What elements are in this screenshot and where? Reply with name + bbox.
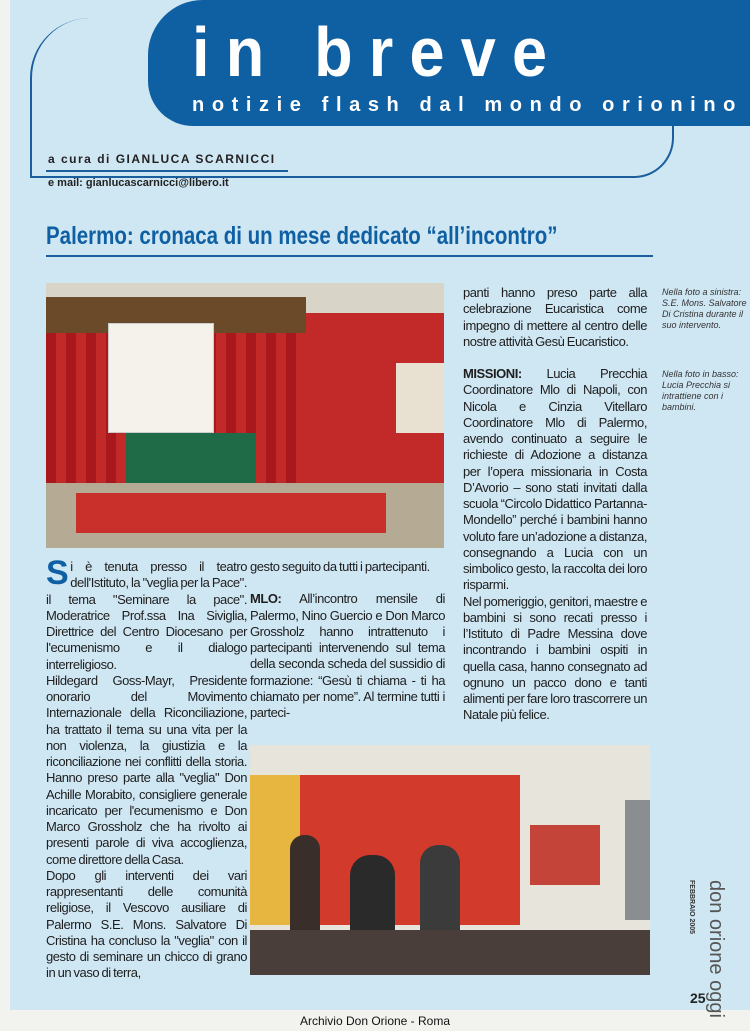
section-subtitle: notizie flash dal mondo orionino [192,94,743,116]
section-label-missioni: MISSIONI: [463,366,522,381]
page-number: 25 [690,990,706,1006]
paragraph: panti hanno preso parte alla celebrazione Eucaristica come impegno di mettere al centro delle nostre attività Gesù Eucaristico. [463,285,647,349]
article-column-1 [46,554,247,982]
drop-cap: S [46,554,69,592]
section-label-mlo: MLO: [250,591,282,607]
headline-divider [46,255,653,257]
section-header [148,0,750,126]
photo-classroom-children [250,745,650,975]
byline [48,152,276,166]
article-headline: Palermo: cronaca di un mese dedicato “all’incontro” [46,222,558,250]
logo-lettering: don orione oggi [705,880,727,1018]
photo-caption-1: Nella foto a sinistra: S.E. Mons. Salvatore Di Cristina durante il suo intervento. [662,287,747,330]
paragraph: Dopo gli interventi dei vari rappresentanti delle comunità religiose, il Vescovo ausiliare di Palermo S.E. Mons. Salvatore Di Cristina ha concluso la "veglia" con il gesto di seminare un chicco di grano in un vaso di terra, [46,867,247,981]
byline-author: GIANLUCA SCARNICCI [115,152,276,166]
archive-footer: Archivio Don Orione - Roma [299,1014,451,1028]
paragraph: gesto seguito da tutti i partecipanti. [250,559,430,574]
byline-divider [46,170,288,172]
author-email: e mail: gianlucascarnicci@libero.it [48,177,229,189]
paragraph: Nel pomeriggio, genitori, maestre e bambini si sono recati presso i l’Istituto di Padre Messina dove incontrando i bambini ospiti in quella casa, hanno consegnato ad ognuno un pacco dono e tanti alimenti per fare loro trascorrere un Natale più felice. [463,593,647,723]
photo-caption-2: Nella foto in basso: Lucia Precchia si intrattiene con i bambini. [662,369,739,412]
paragraph: All’incontro mensile di Palermo, Nino Guercio e Don Marco Grossholz hanno intrattenuto i partecipanti intervenendo sul tema della seconda scheda del sussidio di formazione: “Gesù ti chiama - ti ha chiamato per nome”. Al termine tutti i parteci- [250,591,445,720]
paragraph: Lucia Precchia Coordinatore Mlo di Napoli, con Nicola e Cinzia Vitellaro Coordinatore Mlo di Palermo, avendo continuato a seguire le richieste di Adozione a distanza per l’opera missionaria in Costa D’Avorio – sono stati invitati dalla scuola “Circolo Didattico Partanna-Mondello” perché i bambini hanno voluto fare un’adozione a distanza, consegnando a Lucia con un simbolico gesto, la raccolta dei loro risparmi. [463,366,647,593]
article-column-3 [463,285,647,724]
paragraph: i è tenuta presso il teatro dell'Istituto, la "veglia per la Pace". il tema "Seminare la pace". Moderatrice Prof.ssa Ina Siviglia, Direttrice del Centro Diocesano per l'ecumenismo e il dialogo interreligioso. [46,559,247,672]
photo-theater-stage [46,283,444,548]
byline-prefix: a cura di [48,152,116,166]
paragraph: Hildegard Goss-Mayr, Presidente onorario del Movimento Internazionale della Riconciliazione, ha trattato il tema su una vita per la non violenza, la giustizia e la riconciliazione nei conflitti della storia. Hanno preso parte alla "veglia" Don Achille Morabito, consigliere generale incaricato per l'ecumenismo e Don Marco Grossholz che ha rivolto ai presenti parole di viva accoglienza, come direttore della Casa. [46,672,247,867]
section-title: in breve [192,13,564,91]
issue-date: FEBBRAIO 2005 [688,880,695,935]
article-column-2 [250,559,445,721]
